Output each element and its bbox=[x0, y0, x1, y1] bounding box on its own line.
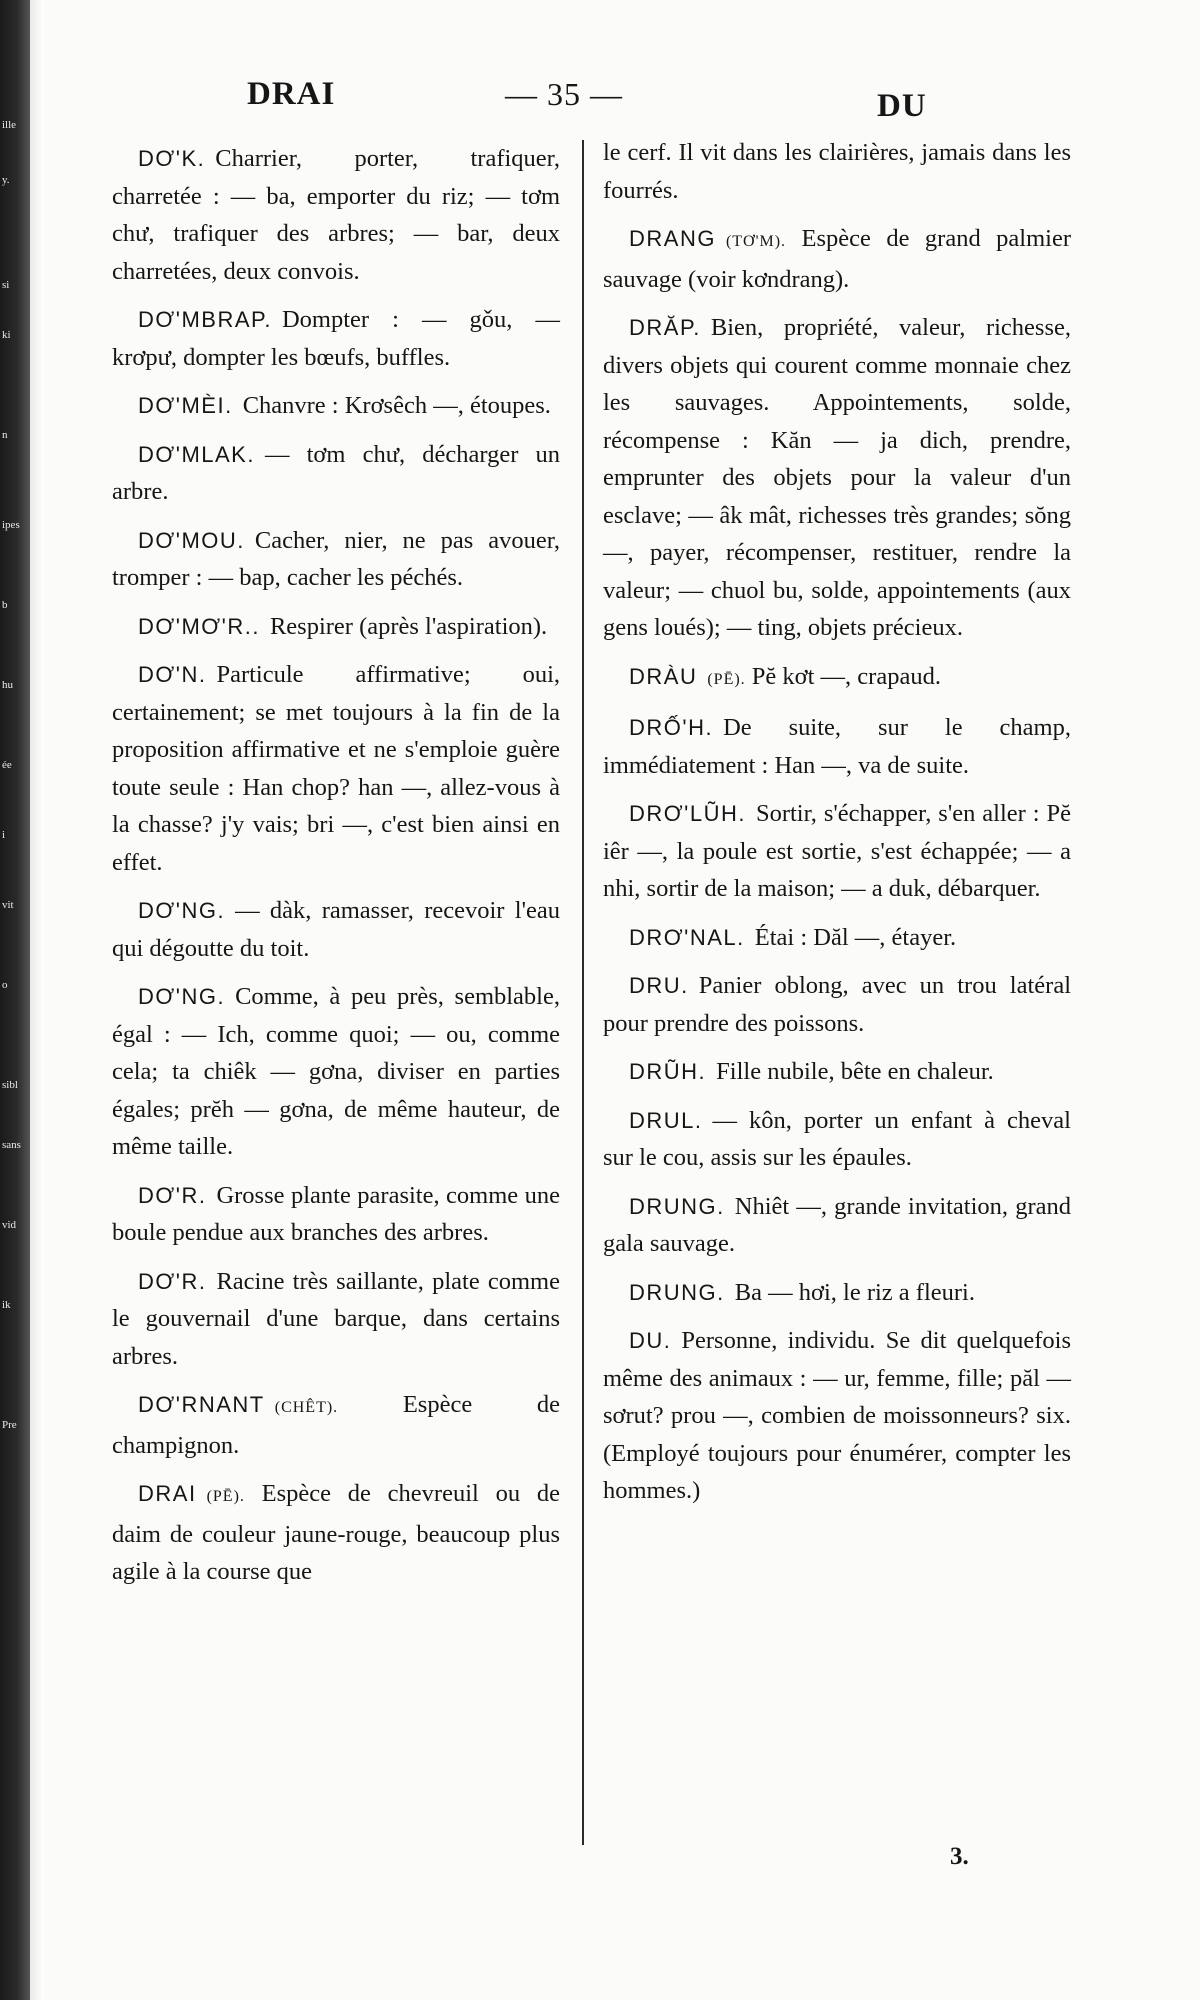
prev-page-fragment: ille bbox=[2, 119, 17, 131]
dictionary-entry bbox=[603, 795, 1071, 908]
right-column bbox=[603, 134, 1071, 1521]
dictionary-entry bbox=[603, 1053, 1071, 1091]
dictionary-entry bbox=[112, 1263, 560, 1376]
prev-page-fragment: ki bbox=[2, 329, 11, 341]
page-number: — 35 — bbox=[505, 76, 623, 112]
entry-definition: Pĕ kơt —, crapaud. bbox=[751, 662, 941, 690]
entry-definition: Personne, individu. Se dit quelquefois même des animaux : — ur, femme, fille; păl — sơrut? prou —, combien de moissonneurs? six. (Employé toujours pour énumérer, compter les hommes.) bbox=[603, 1327, 1071, 1504]
prev-page-fragment: b bbox=[2, 599, 8, 611]
dictionary-entry bbox=[112, 1177, 560, 1252]
dictionary-entry bbox=[112, 436, 560, 511]
prev-page-fragment: vid bbox=[2, 1219, 17, 1231]
prev-page-fragment: sans bbox=[2, 1139, 21, 1151]
entry-category-tag: (CHÊT). bbox=[274, 1399, 339, 1416]
entry-headword: DRÀU bbox=[629, 663, 698, 689]
entry-definition: Sortir, s'échapper, s'en aller : Pĕ iêr —, la poule est sortie, s'est échappée; — a nhi, sortir de la maison; — a duk, débarquer. bbox=[603, 800, 1071, 902]
entry-definition: — tơm chư, décharger un arbre. bbox=[112, 440, 560, 505]
entry-category-tag: (PĒ). bbox=[206, 1488, 245, 1505]
entry-definition: Charrier, porter, trafiquer, charretée : — ba, emporter du riz; — tơm chư, trafiquer des arbres; — bar, deux charretées, deux convois. bbox=[112, 145, 560, 285]
entry-definition: Ba — hơi, le riz a fleuri. bbox=[734, 1278, 975, 1306]
entry-definition: Dompter : — gǒu, — krơpư, dompter les bœufs, buffles. bbox=[112, 306, 560, 371]
entry-definition: — dàk, ramasser, recevoir l'eau qui dégoutte du toit. bbox=[112, 897, 560, 962]
entry-definition: le cerf. Il vit dans les clairières, jamais dans les fourrés. bbox=[603, 139, 1071, 204]
entry-definition: Particule affirmative; oui, certainement; se met toujours à la fin de la proposition affirmative et ne s'emploie guère toute seule : Han chop? han —, allez-vous à la chasse? j'y vais; bri —, c'est bien ainsi en effet. bbox=[112, 661, 560, 876]
entry-headword: DƠ'K. bbox=[138, 146, 206, 171]
dictionary-entry bbox=[112, 1386, 560, 1464]
entry-definition: — kôn, porter un enfant à cheval sur le cou, assis sur les épaules. bbox=[603, 1106, 1071, 1171]
dictionary-entry bbox=[112, 301, 560, 376]
entry-definition: Racine très saillante, plate comme le gouvernail d'une barque, dans certains arbres. bbox=[112, 1267, 560, 1370]
entry-headword: DRUNG. bbox=[629, 1279, 725, 1305]
dictionary-entry bbox=[112, 387, 560, 425]
prev-page-fragment: ipes bbox=[2, 519, 20, 531]
entry-definition: Cacher, nier, ne pas avouer, tromper : — bap, cacher les péchés. bbox=[112, 526, 560, 591]
prev-page-fragment: Pre bbox=[2, 1419, 17, 1431]
entry-definition: Grosse plante parasite, comme une boule pendue aux branches des arbres. bbox=[112, 1181, 560, 1246]
dictionary-entry bbox=[112, 522, 560, 597]
prev-page-fragment: vit bbox=[2, 899, 14, 911]
entry-definition: Respirer (après l'aspiration). bbox=[269, 612, 548, 640]
entry-headword: DRUNG. bbox=[629, 1193, 725, 1219]
entry-headword: DƠ'MÈI. bbox=[138, 393, 233, 418]
previous-page-fragments bbox=[0, 0, 30, 2000]
entry-definition: Nhiêt —, grande invitation, grand gala sauvage. bbox=[603, 1192, 1071, 1257]
dictionary-entry bbox=[112, 656, 560, 881]
entry-headword: DƠ'R. bbox=[138, 1268, 207, 1294]
entry-definition: Panier oblong, avec un trou latéral pour prendre des poissons. bbox=[603, 972, 1071, 1037]
prev-page-fragment: n bbox=[2, 429, 8, 441]
dictionary-entry bbox=[112, 1475, 560, 1591]
dictionary-entry bbox=[603, 709, 1071, 784]
entry-definition: Bien, propriété, valeur, richesse, divers objets qui courent comme monnaie chez les sauvages. Appointements, solde, récompense : Kăn — ja dich, prendre, emprunter des objets pour la valeur d'un esclave; — âk mât, richesses très grandes; sŏng —, payer, récompenser, restituer, rendre la valeur; — chuol bu, solde, appointements (aux gens loués); — ting, objets précieux. bbox=[603, 314, 1071, 641]
prev-page-fragment: hu bbox=[2, 679, 13, 691]
entry-headword: DƠ'NG. bbox=[138, 898, 226, 923]
entry-definition: Espèce de champignon. bbox=[112, 1391, 561, 1459]
left-column bbox=[112, 140, 560, 1602]
prev-page-fragment: o bbox=[2, 979, 8, 991]
page-edge-shadow bbox=[30, 0, 44, 2000]
entry-headword: DƠ'MLAK. bbox=[138, 441, 255, 467]
dictionary-entry bbox=[112, 608, 560, 646]
entry-category-tag: (TƠ'M). bbox=[725, 233, 787, 250]
dictionary-entry bbox=[112, 140, 560, 290]
column-divider bbox=[582, 140, 584, 1845]
entry-headword: DƠ'MBRAP. bbox=[138, 307, 272, 332]
entry-headword: DƠ'RNANT bbox=[138, 1392, 265, 1417]
dictionary-entry bbox=[603, 658, 1071, 699]
dictionary-entry bbox=[112, 978, 560, 1166]
dictionary-entry bbox=[603, 1322, 1071, 1510]
dictionary-entry bbox=[603, 309, 1071, 647]
entry-headword: DRU. bbox=[629, 973, 689, 998]
entry-headword: DRỐ'H. bbox=[629, 715, 714, 740]
entry-category-tag: (PĒ). bbox=[707, 670, 746, 688]
dictionary-entry bbox=[603, 919, 1071, 957]
dictionary-entry bbox=[112, 892, 560, 967]
prev-page-fragment: ik bbox=[2, 1299, 11, 1311]
dictionary-entry bbox=[603, 134, 1071, 209]
prev-page-fragment: si bbox=[2, 279, 10, 291]
entry-definition: Espèce de chevreuil ou de daim de couleur jaune-rouge, beaucoup plus agile à la course que bbox=[112, 1480, 560, 1585]
dictionary-entry bbox=[603, 1188, 1071, 1263]
entry-headword: DƠ'N. bbox=[138, 662, 207, 687]
prev-page-fragment: ée bbox=[2, 759, 12, 771]
dictionary-entry bbox=[603, 1274, 1071, 1312]
entry-headword: DƠ'R. bbox=[138, 1182, 207, 1208]
entry-definition: Étai : Dăl —, étayer. bbox=[754, 923, 957, 951]
entry-definition: Espèce de grand palmier sauvage (voir kơndrang). bbox=[603, 225, 1072, 293]
dictionary-entry bbox=[603, 967, 1071, 1042]
entry-definition: Fille nubile, bête en chaleur. bbox=[716, 1058, 994, 1085]
entry-definition: Comme, à peu près, semblable, égal : — Ich, comme quoi; — ou, comme cela; ta chiêk — gơna, diviser en parties égales; prĕh — gơna, de même hauteur, de même taille. bbox=[112, 983, 560, 1160]
running-head-left: DRAI bbox=[247, 76, 336, 112]
entry-headword: DU. bbox=[629, 1328, 672, 1353]
entry-headword: DRANG bbox=[629, 226, 716, 251]
entry-headword: DRƠ'NAL. bbox=[629, 924, 745, 950]
dictionary-entry bbox=[603, 220, 1071, 298]
entry-headword: DƠ'MƠ'R.. bbox=[138, 613, 260, 639]
prev-page-fragment: i bbox=[2, 829, 6, 841]
running-head-right: DU bbox=[877, 88, 927, 124]
prev-page-fragment: y. bbox=[2, 174, 10, 186]
prev-page-fragment: sibl bbox=[2, 1079, 18, 1091]
entry-definition: De suite, sur le champ, immédiatement : Han —, va de suite. bbox=[603, 714, 1071, 779]
entry-definition: Chanvre : Krơsêch —, étoupes. bbox=[242, 392, 551, 419]
entry-headword: DRĂP. bbox=[629, 315, 701, 340]
entry-headword: DRUL. bbox=[629, 1107, 703, 1133]
dictionary-entry bbox=[603, 1102, 1071, 1177]
sheet-signature: 3. bbox=[950, 1843, 969, 1870]
entry-headword: DRƠ'LŨH. bbox=[629, 801, 746, 826]
entry-headword: DRŨH. bbox=[629, 1059, 707, 1084]
entry-headword: DƠ'MOU. bbox=[138, 527, 245, 553]
entry-headword: DƠ'NG. bbox=[138, 984, 226, 1009]
entry-headword: DRAI bbox=[138, 1481, 197, 1506]
